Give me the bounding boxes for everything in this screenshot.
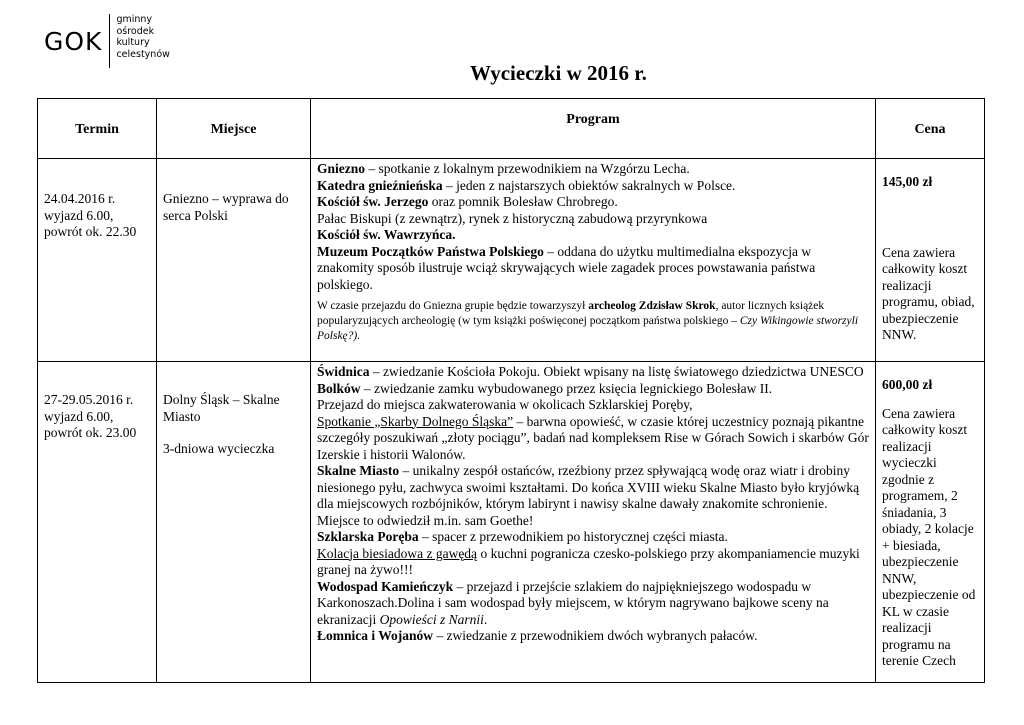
term-cell	[38, 362, 157, 683]
program-underline: Spotkanie „Skarby Dolnego Śląska”	[317, 413, 514, 429]
logo-divider	[109, 14, 110, 68]
program-highlight: Szklarska Poręba	[317, 529, 419, 544]
price-note: Cena zawiera całkowity koszt realizacji wycieczki zgodnie z programem, 2 śniadania, 3 obiady, 2 kolacje + biesiada, ubezpieczenie NNW, ubezpieczenie od KL w czasie realizacji programu na terenie Czech	[882, 405, 976, 668]
table-row	[38, 362, 985, 683]
program-highlight: Katedra gnieźnieńska	[317, 177, 443, 193]
logo-mark: GOK	[44, 27, 103, 56]
program-highlight: Świdnica	[317, 364, 370, 379]
price-cell	[876, 159, 985, 362]
program-note: W czasie przejazdu do Gniezna grupie będzie towarzyszył archeolog Zdzisław Skrok, autor licznych książek popularyzujących archeologię (w tym książki poświęconej początkom państwa polskiego – Czy Wikingowie stworzyli Polskę?).	[317, 300, 859, 342]
program-text: Przejazd do miejsca zakwaterowania w okolicach Szklarskiej Poręby,	[317, 397, 693, 412]
trip-return: powrót ok. 22.30	[44, 224, 137, 239]
program-highlight: Muzeum Początków Państwa Polskiego	[317, 243, 544, 259]
program-text: oraz pomnik Bolesław Chrobrego.	[428, 194, 618, 209]
trip-program	[311, 159, 875, 344]
header-price: Cena	[876, 99, 985, 159]
trip-program: Świdnica – zwiedzanie Kościoła Pokoju. Obiekt wpisany na listę światowego dziedzictwa UNESCO Bolków – zwiedzanie zamku wybudowanego przez księcia legnickiego Bolesław II. Przejazd do miejsca zakwaterowania w okolicach Szklarskiej Poręby, Spotkanie „Skarby Dolnego Śląska” – barwna opowieść, w czasie której uczestnicy poznają pikantne szczegóły poszukiwań „złoty pociągu”, badań nad kompleksem Rise w Górach Sowich i skarbów Gór Izerskie i historii Walonów. Skalne Miasto – unikalny zespół ostańców, rzeźbiony przez spływającą wodę oraz wiatr i drobiny niesionego pyłu, zachwyca swoimi kształtami. Do końca XVIII wieku Skalne Miasto było kryjówką dla miejscowych rozbójników, którym labirynt i nawisy skalne dawały znakomite schronienie. Miejsce to odwiedził m.in. sam Goethe! Szklarska Poręba – spacer z przewodnikiem po historycznej części miasta. Kolacja biesiadowa z gawędą o kuchni pogranicza czesko-polskiego przy akompaniamencie muzyki granej na żywo!!! Wodospad Kamieńczyk – przejazd i przejście szlakiem do najpiękniejszego wodospadu w Karkonoszach.Dolina i sam wodospad były miejscem, w którym nagrywano bajkowe sceny na ekranizacji Opowieści z Narnii. Łomnica i Wojanów – zwiedzanie z przewodnikiem dwóch wybranych pałaców.	[317, 364, 869, 643]
program-highlight: Gniezno	[317, 161, 366, 176]
header-place: Miejsce	[157, 99, 311, 159]
term-cell	[38, 159, 157, 362]
program-text: o kuchni pogranicza czesko-polskiego przy akompaniamencie muzyki granej na żywo!!!	[317, 545, 860, 577]
header-program: Program	[311, 99, 876, 159]
trips-table	[37, 98, 985, 683]
guide-name: archeolog Zdzisław Skrok	[588, 300, 716, 312]
program-text: – zwiedzanie z przewodnikiem dwóch wybranych pałaców.	[433, 628, 758, 643]
trip-date: 27-29.05.2016 r.	[44, 392, 134, 407]
logo-line: gminny	[116, 14, 153, 25]
page-title: Wycieczki w 2016 r.	[470, 61, 647, 85]
program-text: – zwiedzanie Kościoła Pokoju. Obiekt wpisany na listę światowego dziedzictwa UNESCO	[369, 364, 864, 379]
program-highlight: Wodospad Kamieńczyk	[317, 578, 454, 594]
film-title: Opowieści z Narnii	[379, 611, 484, 627]
trip-price: 145,00 zł	[882, 174, 933, 189]
trip-departure: wyjazd 6.00,	[44, 207, 114, 223]
place-cell	[157, 362, 311, 683]
program-text: – jeden z najstarszych obiektów sakralnych w Polsce.	[442, 177, 736, 193]
trip-price: 600,00 zł	[882, 377, 933, 392]
logo-line: celestynów	[116, 48, 170, 60]
logo-line: ośrodek	[116, 25, 155, 37]
table-header-row	[38, 99, 985, 159]
price-cell	[876, 362, 985, 683]
program-text: – spacer z przewodnikiem po historycznej części miasta.	[418, 529, 728, 544]
program-highlight: Kościół św. Jerzego	[317, 194, 429, 209]
program-highlight: Skalne Miasto	[317, 463, 400, 478]
program-text: – zwiedzanie zamku wybudowanego przez księcia legnickiego Bolesław II.	[360, 380, 773, 396]
program-text: – barwna opowieść, w czasie której uczestnicy poznają pikantne szczegóły poszukiwań „złoty pociągu”, badań nad kompleksem Rise w Górach Sowich i skarbów Gór Izerskie i historii Walonów.	[317, 413, 869, 462]
place-cell	[157, 159, 311, 362]
program-cell	[311, 362, 876, 683]
program-cell	[311, 159, 876, 362]
trip-departure: wyjazd 6.00,	[44, 408, 114, 424]
logo-text	[116, 14, 169, 60]
program-text: – spotkanie z lokalnym przewodnikiem na Wzgórzu Lecha.	[365, 161, 690, 176]
trip-date: 24.04.2016 r.	[44, 191, 116, 206]
trip-duration: 3-dniowa wycieczka	[163, 441, 275, 456]
program-text: – unikalny zespół ostańców, rzeźbiony przez spływającą wodę oraz wiatr i drobiny niesionego pyłu, zachwyca swoimi kształtami. Do końca XVIII wieku Skalne Miasto było kryjówką dla miejscowych rozbójników, którym labirynt i nawisy skalne dawały znakomite schronienie. Miejsce to odwiedził m.in. sam Goethe!	[317, 463, 860, 528]
header-term: Termin	[38, 99, 157, 159]
logo-line: kultury	[116, 37, 150, 49]
program-text: – oddana do użytku multimedialna ekspozycja w znakomity sposób ilustruje wciąż skrywających wiele zagadek proces powstawania państwa polskiego.	[317, 243, 816, 292]
program-highlight: Bolków	[317, 380, 361, 396]
trip-place: Gniezno – wyprawa do serca Polski	[163, 191, 289, 223]
program-text: Pałac Biskupi (z zewnątrz), rynek z historyczną zabudową przyrynkowa	[317, 210, 708, 226]
trip-return: powrót ok. 23.00	[44, 425, 137, 440]
price-note: Cena zawiera całkowity koszt realizacji programu, obiad, ubezpieczenie NNW.	[882, 244, 975, 342]
program-highlight: Kościół św. Wawrzyńca.	[317, 227, 456, 242]
book-title: Czy Wikingowie stworzyli Polskę?).	[317, 315, 859, 342]
program-text: – przejazd i przejście szlakiem do najpiękniejszego wodospadu w Karkonoszach.Dolina i sam wodospad były miejscem, w którym nagrywano bajkowe sceny na ekranizacji	[317, 578, 829, 627]
table-row	[38, 159, 985, 362]
program-highlight: Łomnica i Wojanów	[317, 628, 434, 643]
trip-place: Dolny Śląsk – Skalne Miasto	[163, 392, 280, 424]
gok-logo	[44, 14, 170, 70]
program-underline: Kolacja biesiadowa z gawędą	[317, 545, 478, 561]
